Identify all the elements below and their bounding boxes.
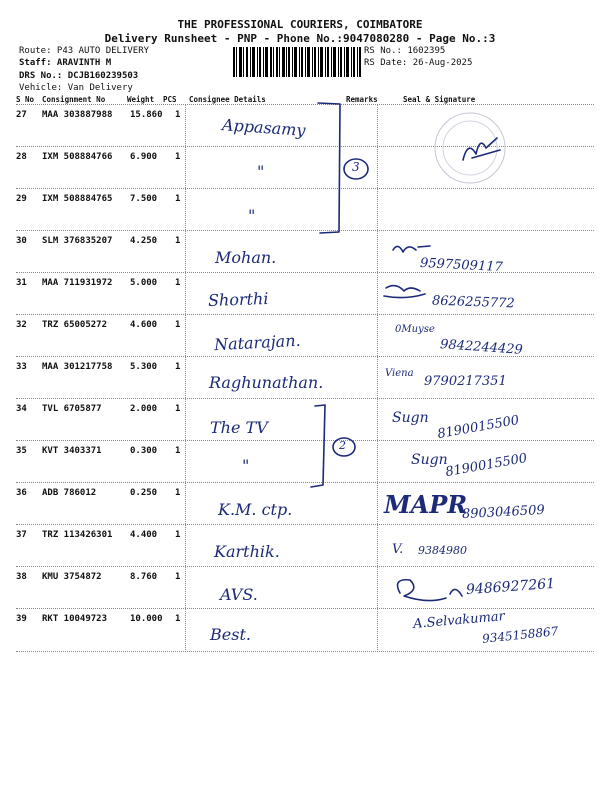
- row-sno: 36: [16, 488, 27, 498]
- row-sno: 35: [16, 446, 27, 456]
- signature-text: A.Selvakumar: [412, 609, 506, 632]
- row-weight: 10.000: [130, 614, 163, 624]
- staff-label: Staff: ARAVINTH M: [19, 58, 112, 68]
- company-title: THE PROFESSIONAL COURIERS, COIMBATORE: [177, 18, 423, 31]
- consignee-name: Shorthi: [207, 288, 269, 311]
- rs-number: RS No.: 1602395: [364, 46, 446, 56]
- signature-phone: 9486927261: [465, 575, 556, 599]
- signature-phone: 9597509117: [419, 255, 504, 276]
- consignee-name: Natarajan.: [213, 330, 302, 355]
- row-pcs: 1: [175, 614, 181, 624]
- row-consignment: SLM 376835207: [42, 236, 113, 246]
- ditto-mark: ": [248, 206, 256, 225]
- row-pcs: 1: [175, 194, 181, 204]
- row-sno: 29: [16, 194, 27, 204]
- row-consignment: TRZ 113426301: [42, 530, 113, 540]
- row-weight: 15.860: [130, 110, 163, 120]
- col-sno: S No: [16, 95, 35, 104]
- row-pcs: 1: [175, 320, 181, 330]
- row-sno: 30: [16, 236, 27, 246]
- row-pcs: 1: [175, 152, 181, 162]
- row-sno: 33: [16, 362, 27, 372]
- group-count: 2: [339, 439, 346, 452]
- row-pcs: 1: [175, 404, 181, 414]
- row-pcs: 1: [175, 446, 181, 456]
- consignee-name: Appasamy: [221, 115, 307, 140]
- signature-text: MAPR: [384, 490, 468, 519]
- signature-phone: 9384980: [418, 544, 467, 557]
- signature-phone: 8626255772: [431, 293, 515, 312]
- drs-number: DRS No.: DCJB160239503: [19, 71, 139, 81]
- ditto-mark: ": [257, 162, 265, 181]
- row-pcs: 1: [175, 572, 181, 582]
- signature-phone: 8190015500: [444, 450, 529, 481]
- row-sno: 32: [16, 320, 27, 330]
- consignee-name: Raghunathan.: [209, 373, 324, 392]
- row-sno: 38: [16, 572, 27, 582]
- signature-phone: 9842244429: [439, 337, 524, 358]
- bracket-icon: [318, 103, 340, 233]
- row-weight: 8.760: [130, 572, 158, 582]
- col-consignee: Consignee Details: [189, 95, 266, 104]
- row-sno: 39: [16, 614, 27, 624]
- row-consignment: MAA 711931972: [42, 278, 113, 288]
- consignee-name: K.M. ctp.: [218, 500, 293, 519]
- row-weight: 5.300: [130, 362, 158, 372]
- row-consignment: TVL 6705877: [42, 404, 102, 414]
- row-weight: 7.500: [130, 194, 158, 204]
- signature-phone: 8903046509: [461, 502, 546, 523]
- signature-text: Viena: [385, 368, 414, 379]
- row-consignment: IXM 508884766: [42, 152, 113, 162]
- col-seal: Seal & Signature: [403, 95, 476, 104]
- rs-date: RS Date: 26-Aug-2025: [364, 58, 473, 68]
- group-count: 3: [352, 160, 360, 174]
- row-weight: 2.000: [130, 404, 158, 414]
- row-pcs: 1: [175, 530, 181, 540]
- consignee-name: Mohan.: [215, 248, 277, 267]
- signature-scribble-icon: [398, 580, 462, 601]
- consignee-name: Karthik.: [214, 542, 280, 561]
- signature-phone: 9345158867: [481, 624, 559, 646]
- row-consignment: KMU 3754872: [42, 572, 102, 582]
- signature-scribble-icon: [384, 286, 425, 298]
- row-weight: 4.400: [130, 530, 158, 540]
- row-consignment: MAA 303887988: [42, 110, 113, 120]
- signature-scribble-icon: [393, 246, 430, 252]
- col-weight: Weight: [127, 95, 155, 104]
- signature-text: 0Muyse: [395, 324, 435, 335]
- row-pcs: 1: [175, 236, 181, 246]
- signature-text: Sugn: [411, 452, 448, 468]
- runsheet-subtitle: Delivery Runsheet - PNP - Phone No.:9047080280 - Page No.:3: [104, 32, 496, 45]
- signature-text: Sugn: [392, 410, 429, 426]
- row-sno: 27: [16, 110, 27, 120]
- row-consignment: ADB 786012: [42, 488, 97, 498]
- row-consignment: RKT 10049723: [42, 614, 108, 624]
- row-pcs: 1: [175, 278, 181, 288]
- row-consignment: TRZ 65005272: [42, 320, 108, 330]
- row-consignment: KVT 3403371: [42, 446, 102, 456]
- row-pcs: 1: [175, 110, 181, 120]
- ditto-mark: ": [242, 456, 250, 475]
- bracket-icon: [311, 405, 325, 487]
- signature-scribble-icon: [463, 138, 500, 160]
- row-sno: 37: [16, 530, 27, 540]
- row-weight: 4.250: [130, 236, 158, 246]
- row-weight: 4.600: [130, 320, 158, 330]
- row-weight: 0.250: [130, 488, 158, 498]
- route-label: Route: P43 AUTO DELIVERY: [19, 46, 150, 56]
- row-weight: 5.000: [130, 278, 158, 288]
- col-pcs: PCS: [163, 95, 177, 104]
- consignee-name: Best.: [210, 625, 251, 644]
- row-consignment: IXM 508884765: [42, 194, 113, 204]
- row-weight: 6.900: [130, 152, 158, 162]
- row-sno: 28: [16, 152, 27, 162]
- row-sno: 34: [16, 404, 27, 414]
- signature-text: V.: [392, 542, 404, 557]
- col-consignment: Consignment No: [42, 95, 106, 104]
- col-remarks: Remarks: [346, 95, 378, 104]
- row-consignment: MAA 301217758: [42, 362, 113, 372]
- row-pcs: 1: [175, 362, 181, 372]
- vehicle-label: Vehicle: Van Delivery: [19, 83, 133, 93]
- row-pcs: 1: [175, 488, 181, 498]
- consignee-name: AVS.: [220, 585, 258, 604]
- row-weight: 0.300: [130, 446, 158, 456]
- row-sno: 31: [16, 278, 27, 288]
- consignee-name: The TV: [210, 418, 268, 437]
- signature-phone: 9790217351: [424, 374, 507, 389]
- signature-phone: 8190015500: [436, 412, 521, 443]
